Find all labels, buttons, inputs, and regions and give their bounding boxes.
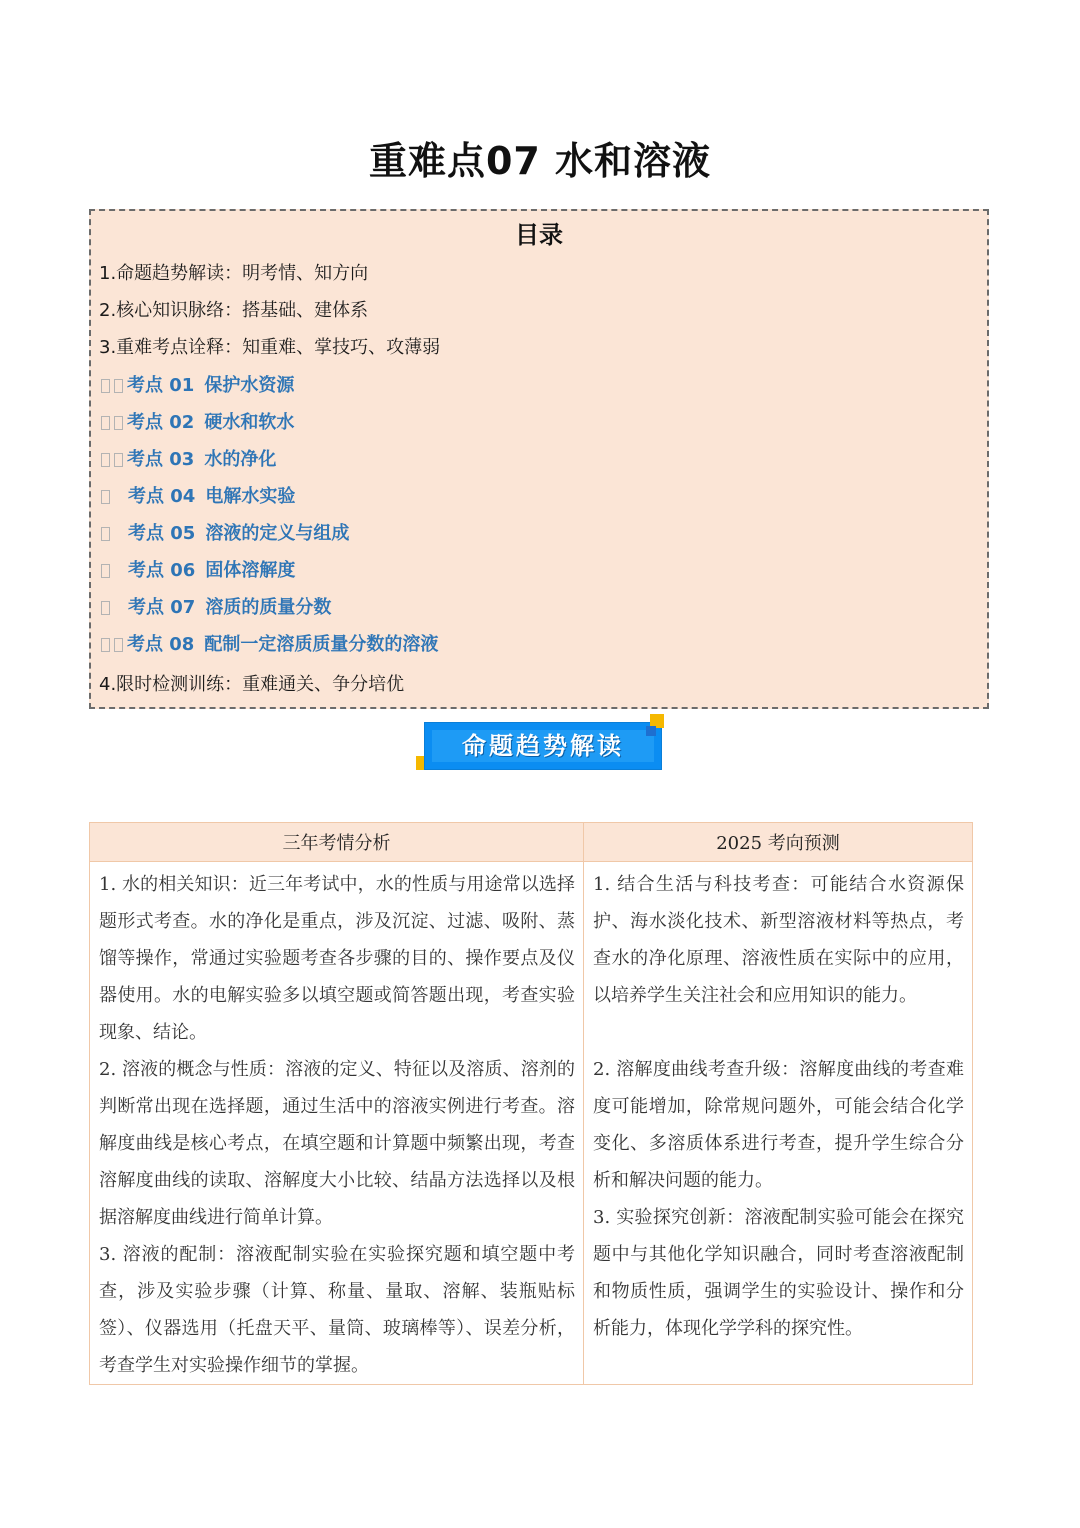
forecast-paragraph: 2. 溶解度曲线考查升级：溶解度曲线的考查难度可能增加，除常规问题外，可能会结合化学变化、多溶质体系进行考查，提升学生综合分析和解决问题的能力。 — [593, 1059, 964, 1191]
toc-section-1[interactable]: 1.命题趋势解读：明考情、知方向 — [99, 263, 369, 284]
table-row — [90, 862, 973, 1385]
checkbox-icon — [101, 638, 110, 652]
forecast-cell — [584, 862, 973, 1385]
point-code: 考点 01 — [127, 375, 195, 396]
checkbox-icon — [101, 379, 110, 393]
table-of-contents — [89, 209, 989, 709]
point-code: 考点 04 — [128, 486, 196, 507]
toc-point-04[interactable] — [101, 482, 295, 512]
page-title: 重难点07 水和溶液 — [368, 139, 712, 183]
toc-point-01[interactable] — [101, 371, 294, 401]
point-title: 溶液的定义与组成 — [205, 523, 350, 544]
point-title: 保护水资源 — [204, 375, 295, 396]
header-three-year-analysis: 三年考情分析 — [90, 823, 584, 862]
point-title: 电解水实验 — [205, 486, 296, 507]
forecast-paragraph: 3. 实验探究创新：溶液配制实验可能会在探究题中与其他化学知识融合，同时考查溶液配制和物质性质，强调学生的实验设计、操作和分析能力，体现化学学科的探究性。 — [593, 1207, 964, 1339]
forecast-paragraph: 1. 结合生活与科技考查：可能结合水资源保护、海水淡化技术、新型溶液材料等热点，考查水的净化原理、溶液性质在实际中的应用，以培养学生关注社会和应用知识的能力。 — [593, 874, 964, 1006]
analysis-cell — [90, 862, 584, 1385]
checkbox-icon — [101, 601, 110, 615]
toc-point-02[interactable] — [101, 408, 294, 438]
checkbox-icon — [101, 453, 110, 467]
deco-square-blue-icon — [646, 726, 656, 736]
analysis-table — [89, 822, 973, 1385]
toc-point-03[interactable] — [101, 445, 276, 475]
checkbox-icon — [114, 379, 123, 393]
table-header-row — [90, 823, 973, 862]
banner-label: 命题趋势解读 — [462, 732, 624, 760]
point-code: 考点 02 — [127, 412, 195, 433]
toc-heading: 目录 — [515, 221, 563, 249]
checkbox-icon — [101, 527, 110, 541]
section-banner — [420, 718, 662, 770]
analysis-paragraph: 3. 溶液的配制：溶液配制实验在实验探究题和填空题中考查，涉及实验步骤（计算、称量、量取、溶解、装瓶贴标签）、仪器选用（托盘天平、量筒、玻璃棒等）、误差分析，考查学生对实验操作细节的掌握。 — [99, 1244, 575, 1376]
analysis-paragraph: 2. 溶液的概念与性质：溶液的定义、特征以及溶质、溶剂的判断常出现在选择题，通过生活中的溶液实例进行考查。溶解度曲线是核心考点，在填空题和计算题中频繁出现，考查溶解度曲线的读取、溶解度大小比较、结晶方法选择以及根据溶解度曲线进行简单计算。 — [99, 1059, 575, 1228]
toc-section-2[interactable]: 2.核心知识脉络：搭基础、建体系 — [99, 300, 369, 321]
point-title: 硬水和软水 — [204, 412, 295, 433]
point-code: 考点 06 — [128, 560, 196, 581]
paragraph-gap — [593, 1014, 964, 1051]
analysis-paragraph: 1. 水的相关知识：近三年考试中，水的性质与用途常以选择题形式考查。水的净化是重点，涉及沉淀、过滤、吸附、蒸馏等操作，常通过实验题考查各步骤的目的、操作要点及仪器使用。水的电解实验多以填空题或简答题出现，考查实验现象、结论。 — [99, 874, 575, 1043]
point-code: 考点 03 — [127, 449, 195, 470]
toc-point-08[interactable] — [101, 630, 438, 660]
toc-section-4[interactable]: 4.限时检测训练：重难通关、争分培优 — [99, 674, 405, 695]
toc-section-3[interactable]: 3.重难考点诠释：知重难、掌技巧、攻薄弱 — [99, 337, 441, 358]
checkbox-icon — [114, 638, 123, 652]
point-title: 溶质的质量分数 — [205, 597, 332, 618]
checkbox-icon — [101, 490, 110, 504]
point-title: 固体溶解度 — [205, 560, 296, 581]
checkbox-icon — [114, 416, 123, 430]
toc-point-05[interactable] — [101, 519, 349, 549]
point-code: 考点 07 — [128, 597, 196, 618]
checkbox-icon — [114, 453, 123, 467]
toc-point-07[interactable] — [101, 593, 331, 623]
point-title: 水的净化 — [204, 449, 277, 470]
header-2025-forecast: 2025 考向预测 — [584, 823, 973, 862]
checkbox-icon — [101, 564, 110, 578]
point-code: 考点 05 — [128, 523, 196, 544]
toc-point-06[interactable] — [101, 556, 295, 586]
point-title: 配制一定溶质质量分数的溶液 — [204, 634, 439, 655]
checkbox-icon — [101, 416, 110, 430]
banner-band — [424, 722, 662, 770]
point-code: 考点 08 — [127, 634, 195, 655]
